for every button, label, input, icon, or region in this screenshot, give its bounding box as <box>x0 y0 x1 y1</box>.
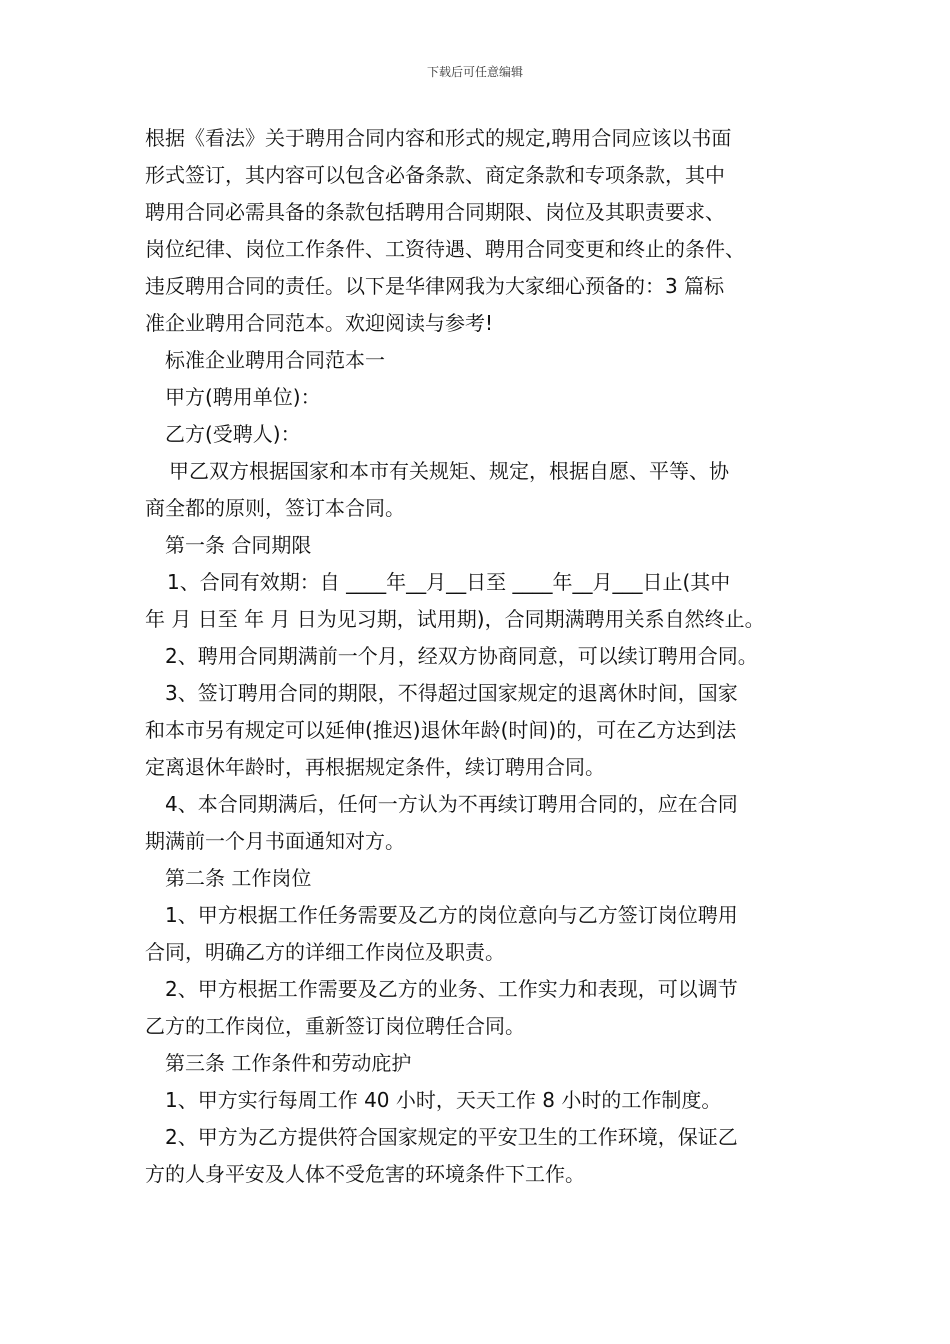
paragraph-line: 第二条 工作岗位 <box>165 866 312 890</box>
paragraph-line: 和本市另有规定可以延伸(推迟)退休年龄(时间)的，可在乙方达到法 <box>145 718 737 742</box>
paragraph-line: 1、甲方根据工作任务需要及乙方的岗位意向与乙方签订岗位聘用 <box>165 903 738 927</box>
paragraph-line: 3、签订聘用合同的期限，不得超过国家规定的退离休时间，国家 <box>165 681 738 705</box>
paragraph-line: 方的人身平安及人体不受危害的环境条件下工作。 <box>145 1162 585 1186</box>
page-header: 下载后可任意编辑 <box>426 65 523 79</box>
paragraph-line: 2、甲方根据工作需要及乙方的业务、工作实力和表现，可以调节 <box>165 977 738 1001</box>
paragraph-line: 期满前一个月书面通知对方。 <box>145 829 405 853</box>
paragraph-line: 1、甲方实行每周工作 40 小时，天天工作 8 小时的工作制度。 <box>165 1088 722 1112</box>
paragraph-line: 形式签订，其内容可以包含必备条款、商定条款和专项条款，其中 <box>145 163 725 187</box>
paragraph-line: 合同，明确乙方的详细工作岗位及职责。 <box>145 940 505 964</box>
paragraph-line: 乙方(受聘人)： <box>165 422 301 446</box>
paragraph-line: 年 月 日至 年 月 日为见习期，试用期)，合同期满聘用关系自然终止。 <box>145 607 765 631</box>
paragraph-line: 乙方的工作岗位，重新签订岗位聘任合同。 <box>145 1014 525 1038</box>
paragraph-line: 第一条 合同期限 <box>165 533 312 557</box>
paragraph-line: 根据《看法》关于聘用合同内容和形式的规定,聘用合同应该以书面 <box>145 126 732 150</box>
paragraph-line: 2、聘用合同期满前一个月，经双方协商同意，可以续订聘用合同。 <box>165 644 758 668</box>
paragraph-line: 第三条 工作条件和劳动庇护 <box>165 1051 412 1075</box>
paragraph-line: 准企业聘用合同范本。欢迎阅读与参考! <box>145 311 494 335</box>
paragraph-line: 甲乙双方根据国家和本市有关规矩、规定，根据自愿、平等、协 <box>169 459 729 483</box>
paragraph-line: 4、本合同期满后，任何一方认为不再续订聘用合同的，应在合同 <box>165 792 738 816</box>
paragraph-line: 违反聘用合同的责任。以下是华律网我为大家细心预备的：3 篇标 <box>145 274 725 298</box>
paragraph-line: 甲方(聘用单位)： <box>165 385 321 409</box>
paragraph-line: 商全都的原则，签订本合同。 <box>145 496 405 520</box>
paragraph-line: 2、甲方为乙方提供符合国家规定的平安卫生的工作环境，保证乙 <box>165 1125 738 1149</box>
paragraph-line: 岗位纪律、岗位工作条件、工资待遇、聘用合同变更和终止的条件、 <box>145 237 745 261</box>
paragraph-line: 定离退休年龄时，再根据规定条件，续订聘用合同。 <box>145 755 605 779</box>
paragraph-line: 聘用合同必需具备的条款包括聘用合同期限、岗位及其职责要求、 <box>145 200 725 224</box>
paragraph-line: 1、合同有效期：自 ____年__月__日至 ____年__月___日止(其中 <box>167 570 731 594</box>
document-body <box>145 120 815 1193</box>
paragraph-line: 标准企业聘用合同范本一 <box>165 348 385 372</box>
